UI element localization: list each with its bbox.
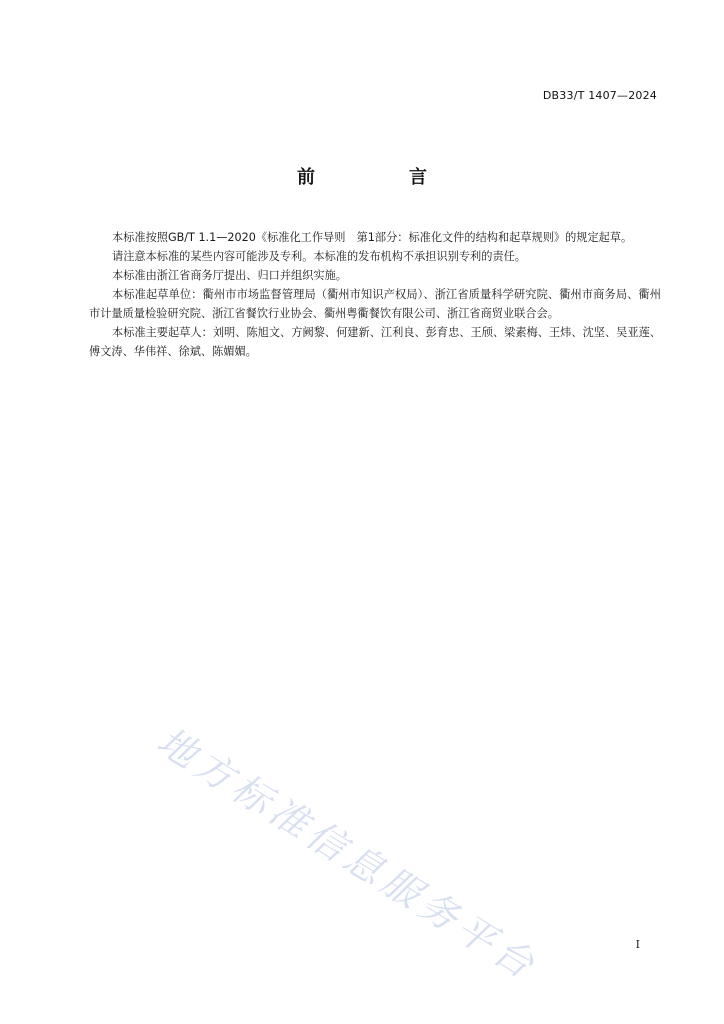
page-title: 前 言 xyxy=(297,167,465,188)
watermark: 地方标准信息服务平台 xyxy=(149,718,546,990)
paragraph-drafters: 本标准主要起草人：刘明、陈旭文、方阙黎、何建新、江利良、彭育忠、王颀、梁素梅、王炜、沈坚、吴亚莲、傅文涛、华伟祥、徐斌、陈媚媚。 xyxy=(89,326,661,358)
standard-code: DB33/T 1407—2024 xyxy=(542,89,657,102)
paragraph-drafting-rules: 本标准按照GB/T 1.1—2020《标准化工作导则 第1部分：标准化文件的结构和起草规则》的规定起草。 xyxy=(112,231,633,244)
page-number: I xyxy=(635,938,640,951)
paragraph-drafting-units: 本标准起草单位：衢州市市场监督管理局（衢州市知识产权局）、浙江省质量科学研究院、衢州市商务局、衢州市计量质量检验研究院、浙江省餐饮行业协会、衢州粤衢餐饮有限公司、浙江省商贸业联合会。 xyxy=(89,288,661,320)
preface-body xyxy=(89,228,661,361)
paragraph-proposer: 本标准由浙江省商务厅提出、归口并组织实施。 xyxy=(112,269,347,282)
paragraph-patent-notice: 请注意本标准的某些内容可能涉及专利。本标准的发布机构不承担识别专利的责任。 xyxy=(112,250,526,263)
